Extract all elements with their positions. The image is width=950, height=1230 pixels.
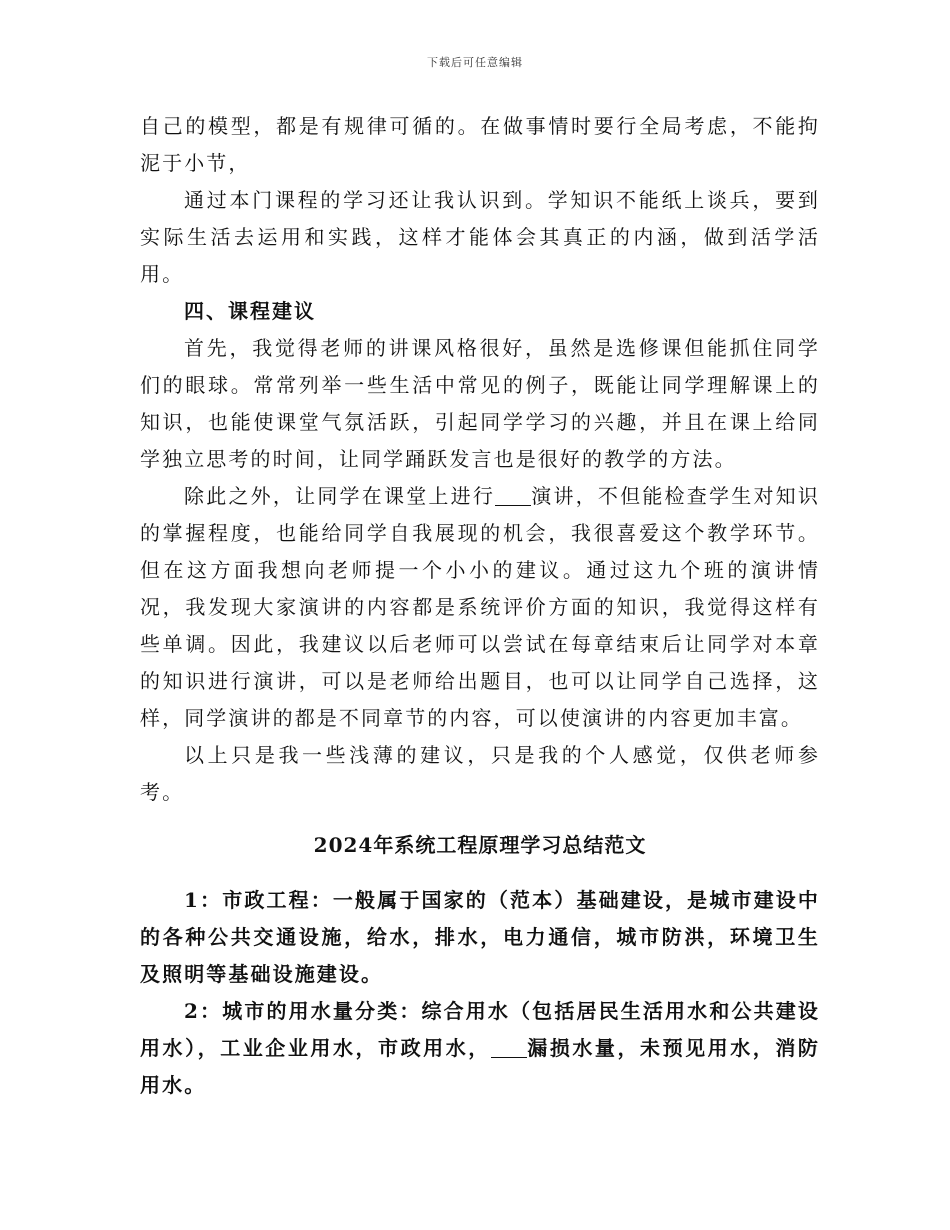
section-heading-course-suggestions: 四、课程建议 xyxy=(184,299,316,323)
list-item-municipal-engineering: 1：市政工程：一般属于国家的（范本）基础建设，是城市建设中的各种公共交通设施，给水，排水，电力通信，城市防洪，环境卫生及照明等基础设施建设。 xyxy=(140,888,820,986)
list-item-text-part: 2：城市的用水量分类：综合用水（包括居民生活用水和公共建设用水），工业企业用水，市政用水， xyxy=(140,999,820,1060)
list-item-water-usage xyxy=(140,993,820,1104)
page-header: 下载后可任意编辑 xyxy=(427,56,523,69)
document-content xyxy=(140,108,820,1104)
fill-in-blank xyxy=(491,1037,527,1058)
paragraph-teaching-style: 首先，我觉得老师的讲课风格很好，虽然是选修课但能抓住同学们的眼球。常常列举一些生活中常见的例子，既能让同学理解课上的知识，也能使课堂气氛活跃，引起同学学习的兴趣，并且在课上给同学独立思考的时间，让同学踊跃发言也是很好的教学的方法。 xyxy=(140,336,820,471)
paragraph-presentation-suggestion xyxy=(140,478,820,737)
paragraph-continuation: 自己的模型，都是有规律可循的。在做事情时要行全局考虑，不能拘泥于小节， xyxy=(140,114,820,175)
paragraph-text-part: 除此之外，让同学在课堂上进行 xyxy=(184,484,496,508)
fill-in-blank xyxy=(495,485,531,506)
document-title: 2024年系统工程原理学习总结范文 xyxy=(313,833,647,857)
paragraph-text-part: 演讲，不但能检查学生对知识的掌握程度，也能给同学自我展现的机会，我很喜爱这个教学环节。但在这方面我想向老师提一个小小的建议。通过这九个班的演讲情况，我发现大家演讲的内容都是系统评价方面的知识，我觉得这样有些单调。因此，我建议以后老师可以尝试在每章结束后让同学对本章的知识进行演讲，可以是老师给出题目，也可以让同学自己选择，这样，同学演讲的都是不同章节的内容，可以使演讲的内容更加丰富。 xyxy=(140,484,820,730)
paragraph-closing-remark: 以上只是我一些浅薄的建议，只是我的个人感觉，仅供老师参考。 xyxy=(140,743,820,804)
list-item-text-part: 漏损水量，未预见用水，消防用水。 xyxy=(140,1036,820,1097)
paragraph-learning-reflection: 通过本门课程的学习还让我认识到。学知识不能纸上谈兵，要到实际生活去运用和实践，这样才能体会其真正的内涵，做到活学活用。 xyxy=(140,188,820,286)
